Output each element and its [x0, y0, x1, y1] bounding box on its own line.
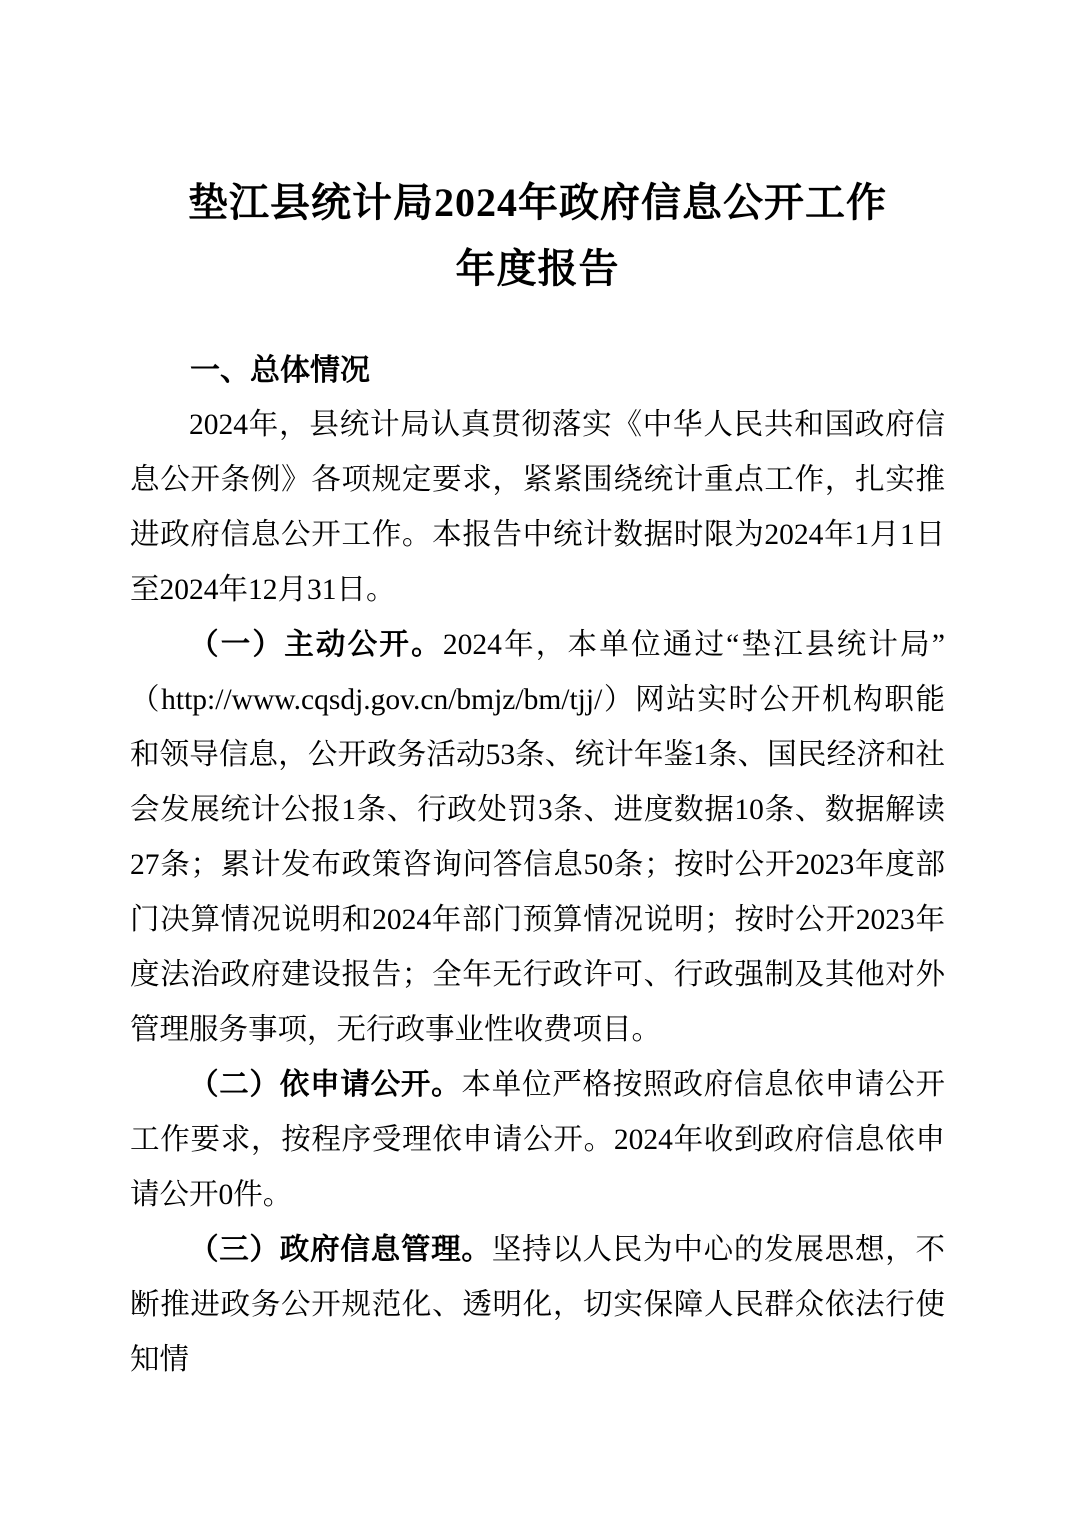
- paragraph: [130, 618, 945, 1058]
- document-title: [130, 170, 945, 302]
- paragraph: [130, 1058, 945, 1223]
- paragraph-lead: （二）依申请公开。: [189, 1069, 462, 1101]
- paragraph-text: 坚持以人民为中心的发展思想，不断推进政务公开规范化、透明化，切实保障人民群众依法行使知情: [130, 1234, 945, 1376]
- paragraph-lead: （三）政府信息管理。: [189, 1234, 492, 1266]
- section-heading: 一、总体情况: [190, 354, 370, 387]
- paragraph: [130, 398, 945, 618]
- document-title-line-1: 垫江县统计局2024年政府信息公开工作: [188, 180, 887, 225]
- paragraph-text: 2024年，县统计局认真贯彻落实《中华人民共和国政府信息公开条例》各项规定要求，紧紧围绕统计重点工作，扎实推进政府信息公开工作。本报告中统计数据时限为2024年1月1日至2024年12月31日。: [130, 409, 945, 606]
- paragraph-lead: （一）主动公开。: [189, 629, 443, 661]
- paragraph-text: 本单位严格按照政府信息依申请公开工作要求，按程序受理依申请公开。2024年收到政府信息依申请公开0件。: [130, 1069, 945, 1211]
- paragraph-text: 2024年，本单位通过“垫江县统计局”（http://www.cqsdj.gov.cn/bmjz/bm/tjj/）网站实时公开机构职能和领导信息，公开政务活动53条、统计年鉴1条、国民经济和社会发展统计公报1条、行政处罚3条、进度数据10条、数据解读27条；累计发布政策咨询问答信息50条；按时公开2023年度部门决算情况说明和2024年部门预算情况说明；按时公开2023年度法治政府建设报告；全年无行政许可、行政强制及其他对外管理服务事项，无行政事业性收费项目。: [130, 629, 945, 1046]
- document-body: [130, 398, 945, 1388]
- document-title-line-2: 年度报告: [455, 246, 620, 291]
- paragraph: [130, 1223, 945, 1388]
